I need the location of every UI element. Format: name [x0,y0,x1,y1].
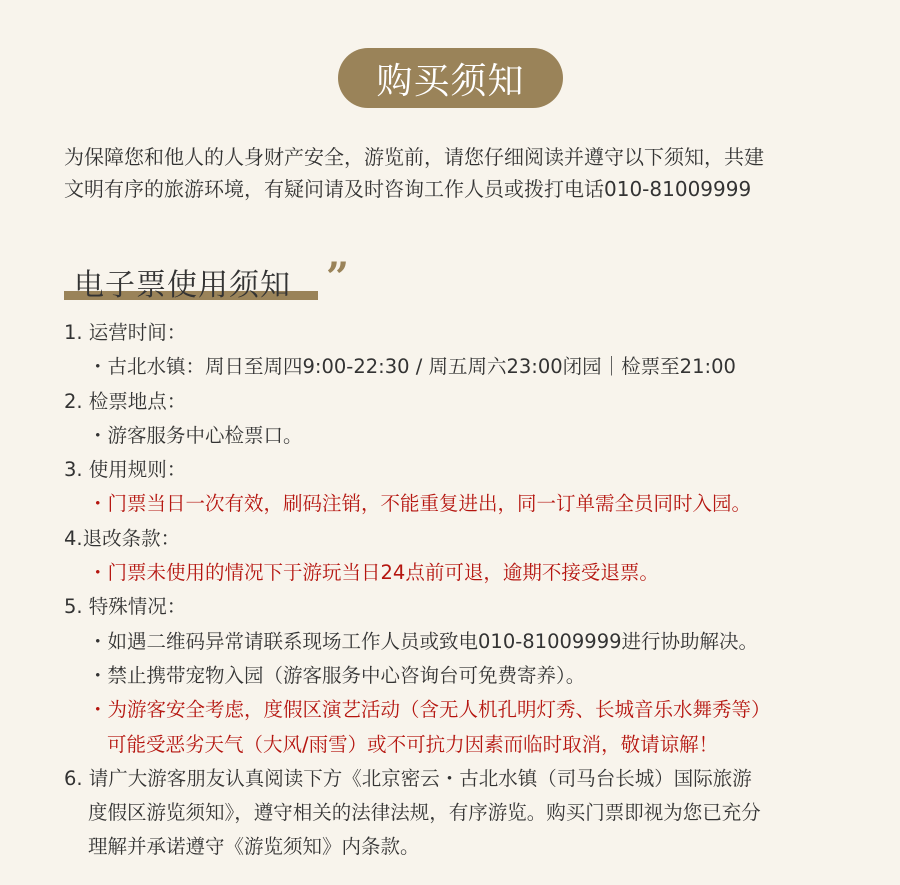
list-bullet: ・如遇二维码异常请联系现场工作人员或致电010-81009999进行协助解决。 [88,629,759,653]
section-title: 电子票使用须知 [74,268,291,303]
intro-line: 为保障您和他人的人身财产安全，游览前，请您仔细阅读并遵守以下须知，共建 [64,145,764,169]
list-bullet-warning: ・门票未使用的情况下于游玩当日24点前可退，逾期不接受退票。 [88,561,659,585]
list-heading: 5. 特殊情况： [64,595,187,619]
page-title: 购买须知 [376,60,525,102]
list-bullet: ・禁止携带宠物入园（游客服务中心咨询台可免费寄养）。 [88,663,586,687]
list-heading: 3. 使用规则： [64,458,187,482]
quote-mark-icon: ” [326,254,350,301]
list-bullet-warning: ・门票当日一次有效，刷码注销，不能重复进出，同一订单需全员同时入园。 [88,492,752,516]
list-bullet-warning: ・为游客安全考虑，度假区演艺活动（含无人机孔明灯秀、长城音乐水舞秀等） [88,698,771,722]
list-bullet: ・游客服务中心检票口。 [88,423,303,447]
list-continuation: 理解并承诺遵守《游览须知》内条款。 [88,835,420,859]
list-heading: 4.退改条款： [64,526,181,550]
notice-list [64,316,864,865]
list-heading: 1. 运营时间： [64,321,187,344]
intro-paragraph [64,141,854,205]
list-heading: 6. 请广大游客朋友认真阅读下方《北京密云・古北水镇（司马台长城）国际旅游 [64,766,752,790]
page-title-badge [338,48,563,108]
list-heading: 2. 检票地点： [64,389,187,413]
intro-line: 文明有序的旅游环境，有疑问请及时咨询工作人员或拨打电话010-81009999 [64,177,752,201]
list-bullet: ・古北水镇：周日至周四9:00-22:30 / 周五周六23:00闭园｜检票至21:00 [88,355,736,379]
list-bullet-continuation: 可能受恶劣天气（大风/雨雪）或不可抗力因素而临时取消，敬请谅解！ [107,732,719,756]
list-continuation: 度假区游览须知》，遵守相关的法律法规，有序游览。购买门票即视为您已充分 [88,801,761,825]
